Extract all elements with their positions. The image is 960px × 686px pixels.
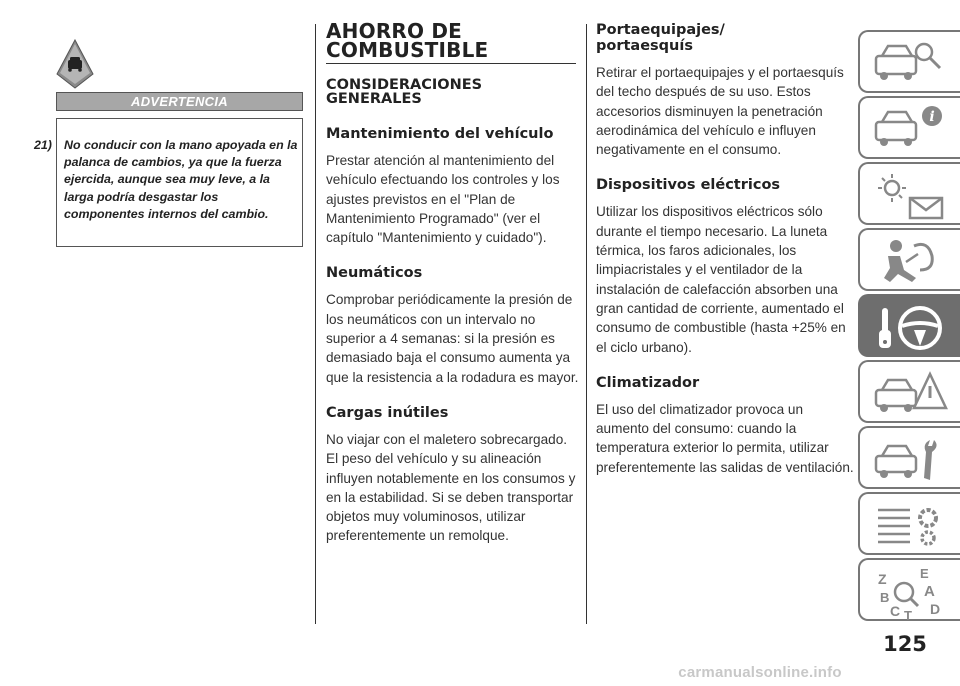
chapter-tab-2[interactable] <box>858 96 960 159</box>
index-letter: T <box>904 608 912 622</box>
warning-header-text: ADVERTENCIA <box>131 94 228 109</box>
chapter-tab-3[interactable] <box>858 162 960 225</box>
column-divider <box>586 24 587 624</box>
column-divider <box>315 24 316 624</box>
dashboard-lights-icon <box>870 170 950 220</box>
chapter-tab-7[interactable] <box>858 426 960 489</box>
subsection-heading: Cargas inútiles <box>326 404 449 421</box>
subsection-heading: Mantenimiento del vehículo <box>326 126 554 142</box>
index-letter: B <box>880 590 890 605</box>
paragraph: Retirar el portaequipajes y el portaesquís del techo después de su uso. Estos accesorios disminuyen la penetración aerodinámica del vehículo e influyen negativamente en el consumo. <box>596 65 844 158</box>
column-middle <box>326 78 581 546</box>
car-maintenance-icon <box>870 434 950 484</box>
index-letter: D <box>930 601 941 617</box>
airbag-safety-icon <box>870 236 950 286</box>
technical-data-icon <box>870 500 950 550</box>
car-info-icon <box>870 104 950 154</box>
index-letters-icon <box>870 566 950 622</box>
car-search-icon <box>870 38 950 88</box>
key-steering-wheel-icon <box>870 302 950 352</box>
watermark-footer: carmanualsonline.info <box>678 664 842 681</box>
subsection-heading: Neumáticos <box>326 265 423 282</box>
warning-body: No conducir con la mano apoyada en la palanca de cambios, ya que la fuerza ejercida, aunque sea muy leve, a la larga podría desgastar los componentes internos del cambio. <box>64 138 298 221</box>
subsection-heading: Dispositivos eléctricos <box>596 177 781 194</box>
chapter-tab-5[interactable] <box>858 294 960 357</box>
paragraph: Comprobar periódicamente la presión de los neumáticos con un intervalo no superior a 4 semanas: si la presión es demasiado baja el consumo aumenta ya que la resistencia a la rodadura es mayor. <box>326 292 579 385</box>
page-title: AHORRO DE COMBUSTIBLE <box>326 22 576 64</box>
chapter-tab-6[interactable] <box>858 360 960 423</box>
index-letter: C <box>890 603 901 619</box>
warning-number: 21) <box>34 138 52 152</box>
car-emergency-icon <box>870 368 950 418</box>
index-letter: E <box>920 566 929 581</box>
warning-text <box>34 137 302 223</box>
chapter-tab-8[interactable] <box>858 492 960 555</box>
index-letter: Z <box>878 571 887 587</box>
road-warning-icon <box>55 38 95 90</box>
page-number: 125 <box>883 632 927 656</box>
paragraph: Utilizar los dispositivos eléctricos sólo durante el tiempo necesario. La luneta térmica, los faros adicionales, los limpiacristales y el ventilador de la instalación de calefacción absorben una gran cantidad de corriente, aumentado el consumo de combustible (hasta +25% en el ciclo urbano). <box>596 204 846 355</box>
warning-header <box>56 92 303 111</box>
paragraph: Prestar atención al mantenimiento del vehículo efectuando los controles y los ajustes previstos en el "Plan de Mantenimiento Programado" (ver el capítulo "Mantenimiento y cuidado"). <box>326 153 560 246</box>
paragraph: No viajar con el maletero sobrecargado. El peso del vehículo y su alineación influyen notablemente en los consumos y en la estabilidad. Si se deben transportar objetos muy voluminosos, utilizar preferentemente un remolque. <box>326 431 576 544</box>
chapter-tab-4[interactable] <box>858 228 960 291</box>
subsection-heading: Climatizador <box>596 374 700 391</box>
section-heading: CONSIDERACIONES GENERALES <box>326 77 483 107</box>
chapter-tab-9[interactable] <box>858 558 960 621</box>
subsection-heading: Portaequipajes/ portaesquís <box>596 22 725 54</box>
paragraph: El uso del climatizador provoca un aumento del consumo: cuando la temperatura exterior lo permita, utilizar preferentemente las salidas de ventilación. <box>596 401 854 475</box>
chapter-tab-1[interactable] <box>858 30 960 93</box>
column-right <box>596 22 854 477</box>
index-letter: A <box>924 583 935 600</box>
svg-text:i: i <box>929 109 935 125</box>
